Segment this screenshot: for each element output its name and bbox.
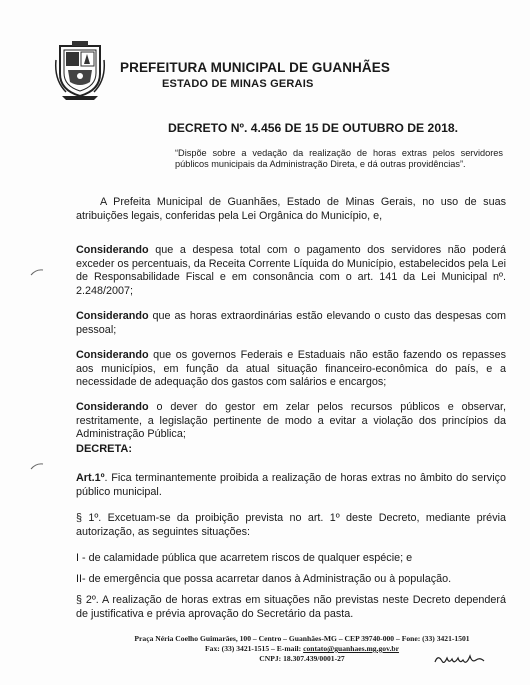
decree-title: DECRETO Nº. 4.456 DE 15 DE OUTUBRO DE 2018. [168,121,459,135]
considerando-text: que a despesa total com o pagamento dos servidores não poderá exceder os percentuais, da Receita Corrente Líquida do Município, estabelecidos pela Lei de Responsabilidade Fiscal e em consonância com o art. 141 da Lei Municipal nº. 2.248/2007; [76,244,506,297]
decreta-heading: DECRETA: [76,443,133,455]
intro-paragraph: A Prefeita Municipal de Guanhães, Estado de Minas Gerais, no uso de suas atribuições legais, conferidas pela Lei Orgânica do Município, e, [76,196,506,222]
considerando-text: que as horas extraordinárias estão elevando o custo das despesas com pessoal; [76,310,506,336]
article-1 [76,472,506,499]
margin-mark-icon [30,268,44,276]
footer-fax: Fax: (33) 3421-1515 – E-mail: [205,644,304,653]
item-ii: II- de emergência que possa acarretar danos à Administração ou à população. [76,573,452,585]
considerando-paragraph-1 [76,244,506,298]
margin-mark-icon [30,462,44,470]
handwritten-initials-signature [432,648,492,670]
decree-summary: “Dispõe sobre a vedação da realização de horas extras pelos servidores públicos municipais da Administração Direta, e dá outras providências”. [175,148,503,169]
footer-email-link[interactable]: contato@guanhaes.mg.gov.br [303,644,399,653]
article-text: . Fica terminantemente proibida a realização de horas extras no âmbito do serviço público municipal. [76,472,506,498]
footer-address: Praça Néria Coelho Guimarães, 100 – Centro – Guanhães-MG – CEP 39740-000 – Fone: (33) 3421-1501 [134,634,470,643]
considerando-text: que os governos Federais e Estaduais não estão fazendo os repasses aos municípios, em função da atual situação financeiro-econômica do país, e a necessidade de adequação dos gastos com salários e encargos; [76,349,506,389]
article-label: Art.1º [76,472,105,484]
considerando-label: Considerando [76,310,149,322]
municipal-coat-of-arms-icon [54,40,106,100]
municipality-heading: PREFEITURA MUNICIPAL DE GUANHÃES [120,60,390,75]
considerando-text: o dever do gestor em zelar pelos recursos públicos e observar, restritamente, a legislação pertinente de modo a evitar a violação dos princípios da Administração Pública; [76,401,506,441]
considerando-paragraph-3 [76,349,506,390]
considerando-paragraph-4 [76,401,506,442]
paragraph-1: § 1º. Excetuam-se da proibição prevista no art. 1º deste Decreto, mediante prévia autorização, as seguintes situações: [76,512,506,538]
considerando-label: Considerando [76,244,149,256]
item-i: I - de calamidade pública que acarretem riscos de qualquer espécie; e [76,552,413,564]
considerando-label: Considerando [76,349,149,361]
considerando-label: Considerando [76,401,149,413]
paragraph-2: § 2º. A realização de horas extras em situações não previstas neste Decreto dependerá de justificativa e prévia aprovação do Secretário da pasta. [76,594,506,620]
footer-cnpj: CNPJ: 18.307.439/0001-27 [259,654,345,663]
considerando-paragraph-2 [76,310,506,337]
state-heading: ESTADO DE MINAS GERAIS [162,78,314,90]
